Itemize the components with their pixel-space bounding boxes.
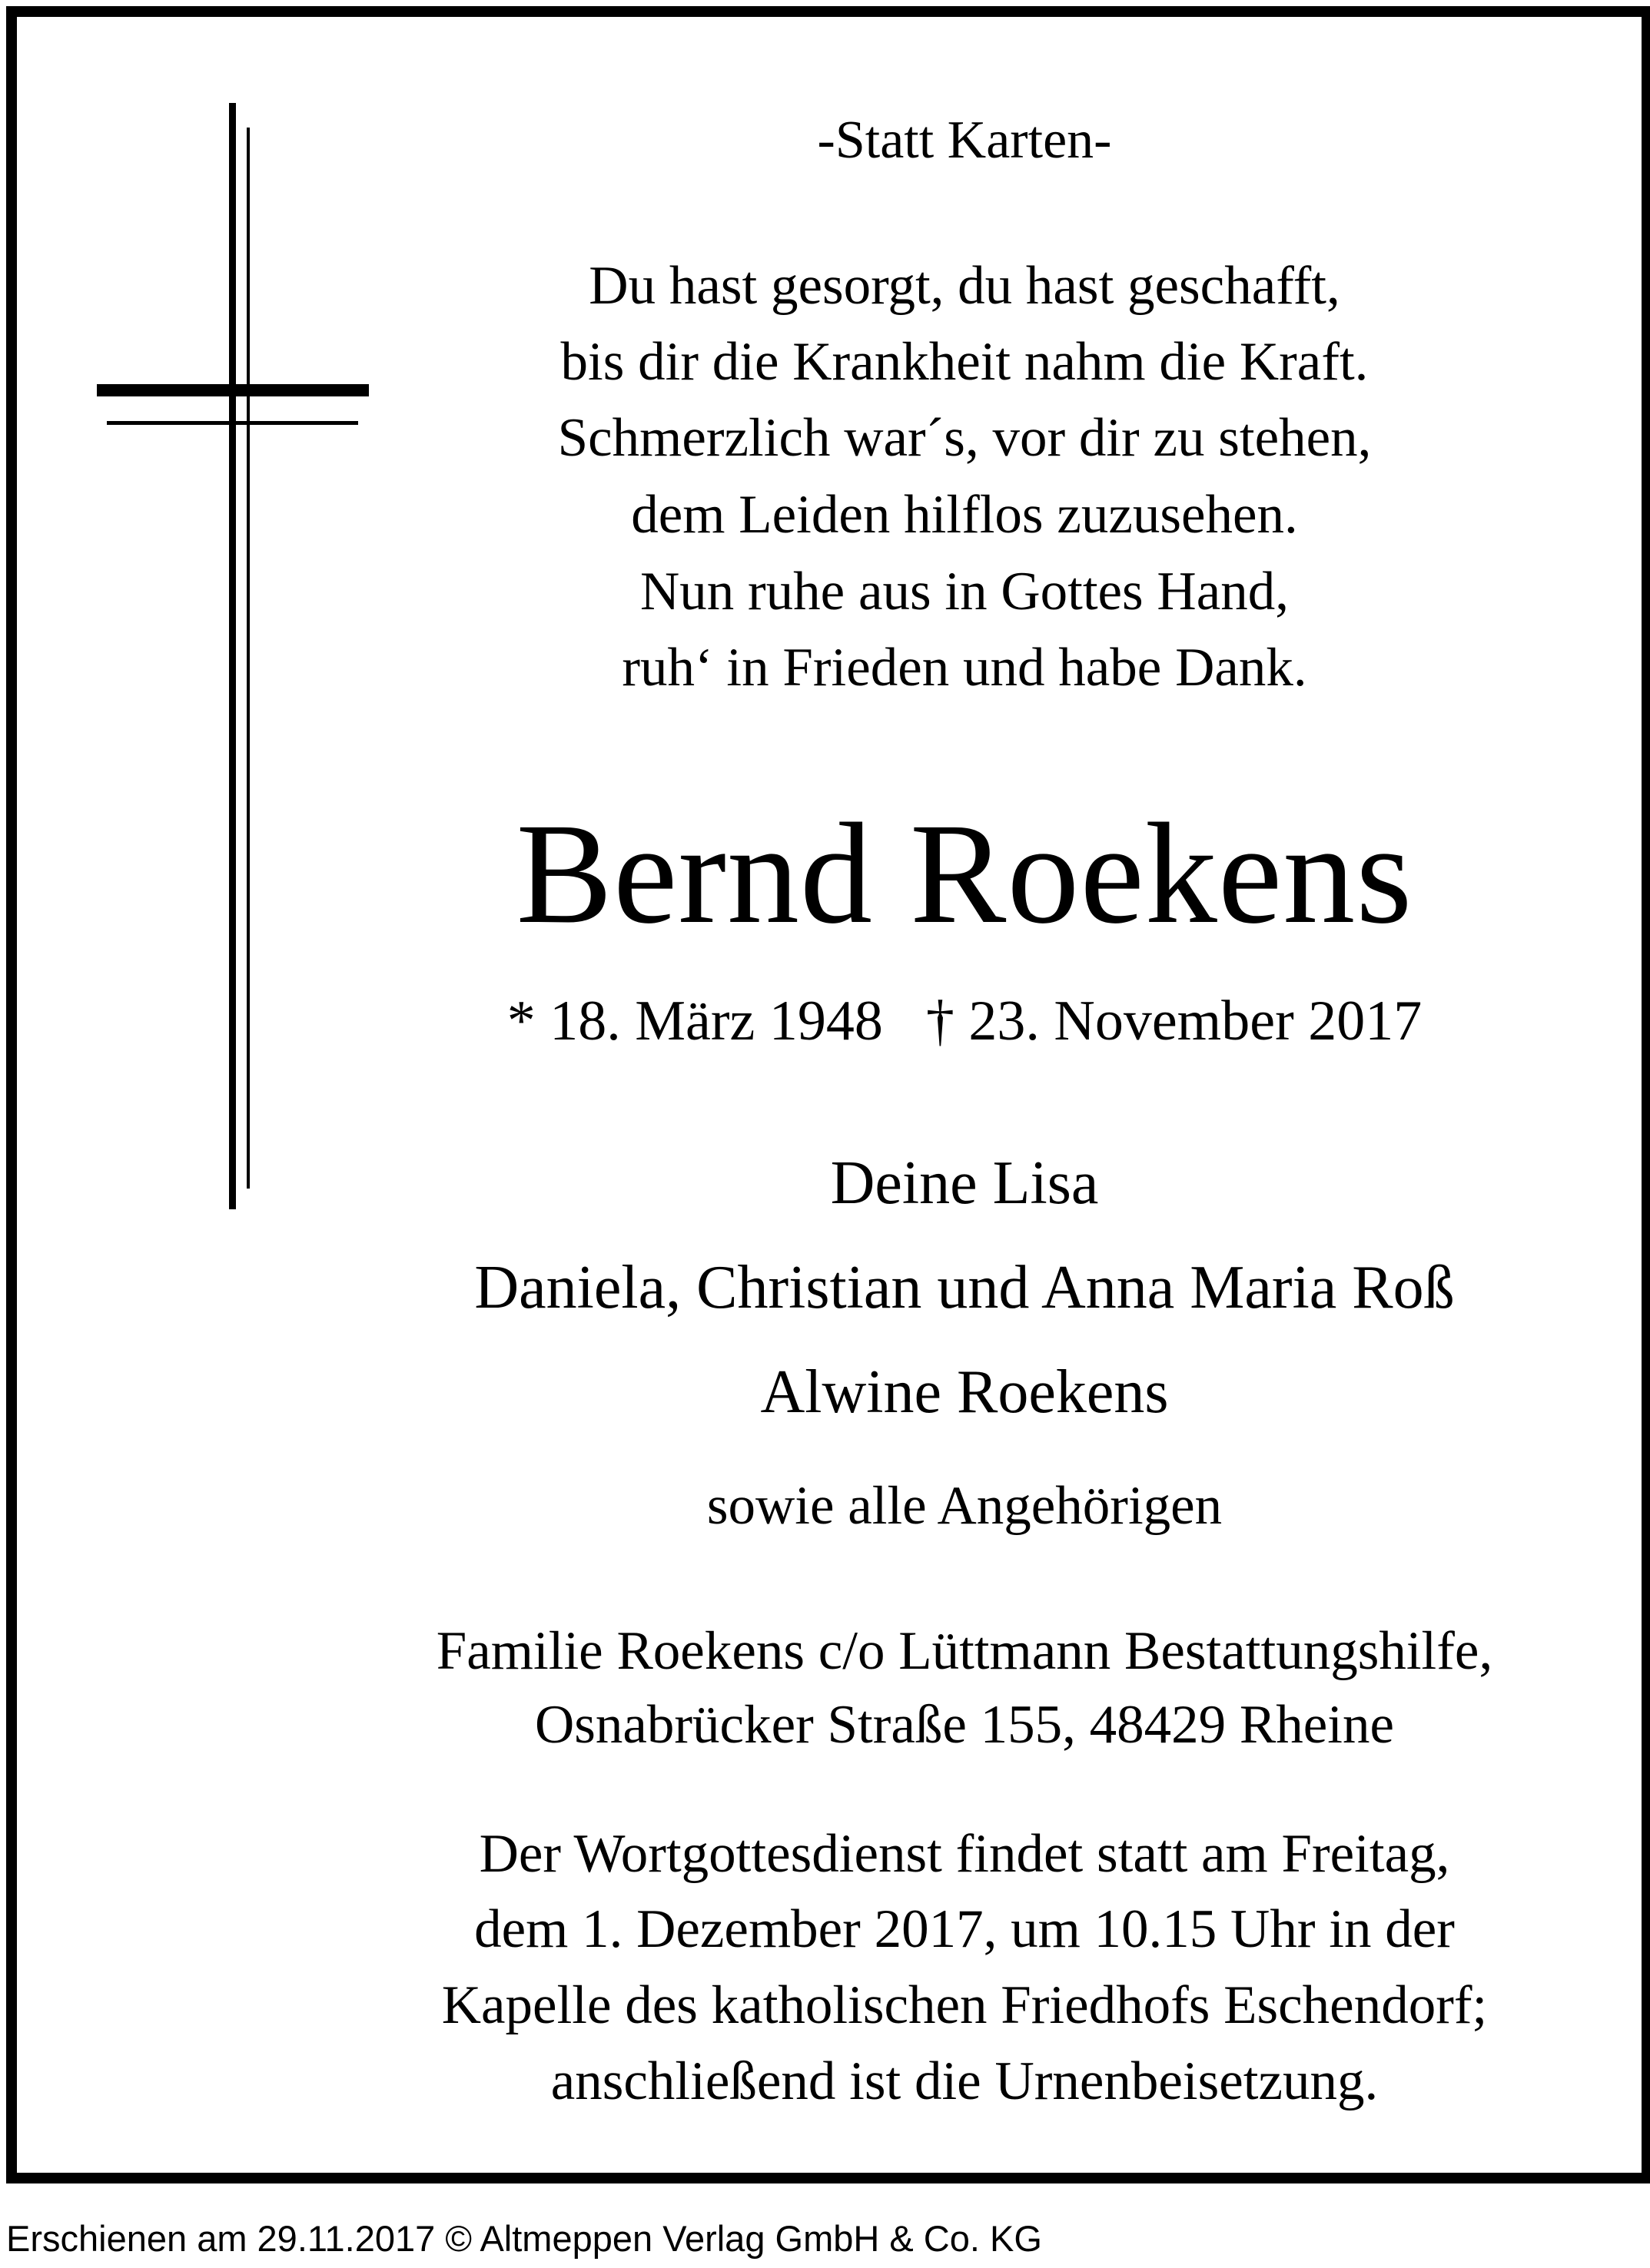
verse-line: bis dir die Krankheit nahm die Kraft.	[560, 332, 1369, 392]
birth-date: * 18. März 1948	[506, 990, 883, 1053]
statt-karten-header: -Statt Karten-	[817, 111, 1112, 170]
family-member: Alwine Roekens	[760, 1358, 1169, 1426]
address-line: Familie Roekens c/o Lüttmann Bestattungshilfe,	[436, 1621, 1493, 1681]
service-info-line: anschließend ist die Urnenbeisetzung.	[550, 2051, 1379, 2111]
verse-line: ruh‘ in Frieden und habe Dank.	[622, 638, 1307, 698]
family-member: Daniela, Christian und Anna Maria Roß	[474, 1254, 1455, 1321]
publication-footer: Erschienen am 29.11.2017 © Altmeppen Verlag GmbH & Co. KG	[6, 2218, 1042, 2259]
verse-line: Du hast gesorgt, du hast geschafft,	[589, 256, 1340, 316]
family-member: Deine Lisa	[830, 1149, 1099, 1217]
verse-line: dem Leiden hilflos zuzusehen.	[631, 485, 1298, 545]
deceased-name: Bernd Roekens	[516, 793, 1413, 953]
life-dates	[0, 990, 1650, 1053]
service-info-line: Kapelle des katholischen Friedhofs Eschendorf;	[441, 1975, 1488, 2035]
address-line: Osnabrücker Straße 155, 48429 Rheine	[535, 1695, 1394, 1755]
verse-line: Schmerzlich war´s, vor dir zu stehen,	[557, 408, 1372, 468]
service-info-line: Der Wortgottesdienst findet statt am Freitag,	[479, 1824, 1450, 1884]
service-info-line: dem 1. Dezember 2017, um 10.15 Uhr in der	[474, 1899, 1455, 1959]
death-date: † 23. November 2017	[925, 990, 1423, 1053]
verse-line: Nun ruhe aus in Gottes Hand,	[640, 562, 1289, 622]
relatives-line: sowie alle Angehörigen	[706, 1476, 1223, 1536]
